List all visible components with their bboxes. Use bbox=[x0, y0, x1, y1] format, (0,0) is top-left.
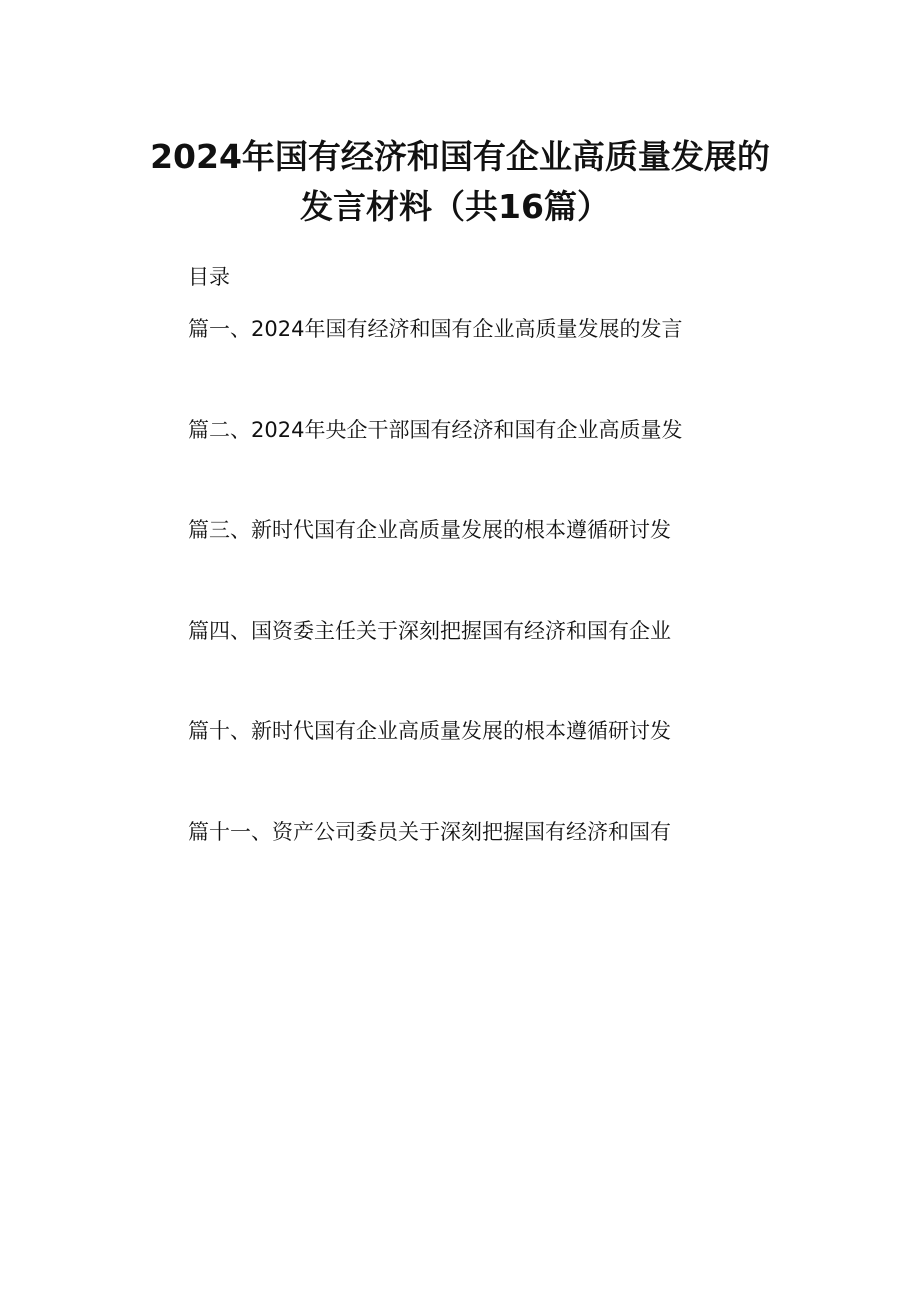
toc-item-5[interactable]: 篇十、新时代国有企业高质量发展的根本遵循研讨发 bbox=[188, 719, 671, 744]
toc-item-6[interactable]: 篇十一、资产公司委员关于深刻把握国有经济和国有 bbox=[188, 819, 671, 844]
table-of-contents bbox=[188, 314, 682, 918]
document-title bbox=[0, 132, 920, 232]
toc-item-3[interactable]: 篇三、新时代国有企业高质量发展的根本遵循研讨发 bbox=[188, 518, 671, 543]
title-line-1: 2024年国有经济和国有企业高质量发展的 bbox=[150, 137, 770, 176]
toc-item-2[interactable]: 篇二、2024年央企干部国有经济和国有企业高质量发 bbox=[188, 417, 683, 442]
toc-item-1[interactable]: 篇一、2024年国有经济和国有企业高质量发展的发言 bbox=[188, 317, 683, 341]
title-line-2: 发言材料（共16篇） bbox=[300, 187, 610, 226]
toc-heading: 目录 bbox=[188, 265, 230, 289]
toc-item-4[interactable]: 篇四、国资委主任关于深刻把握国有经济和国有企业 bbox=[188, 618, 671, 643]
